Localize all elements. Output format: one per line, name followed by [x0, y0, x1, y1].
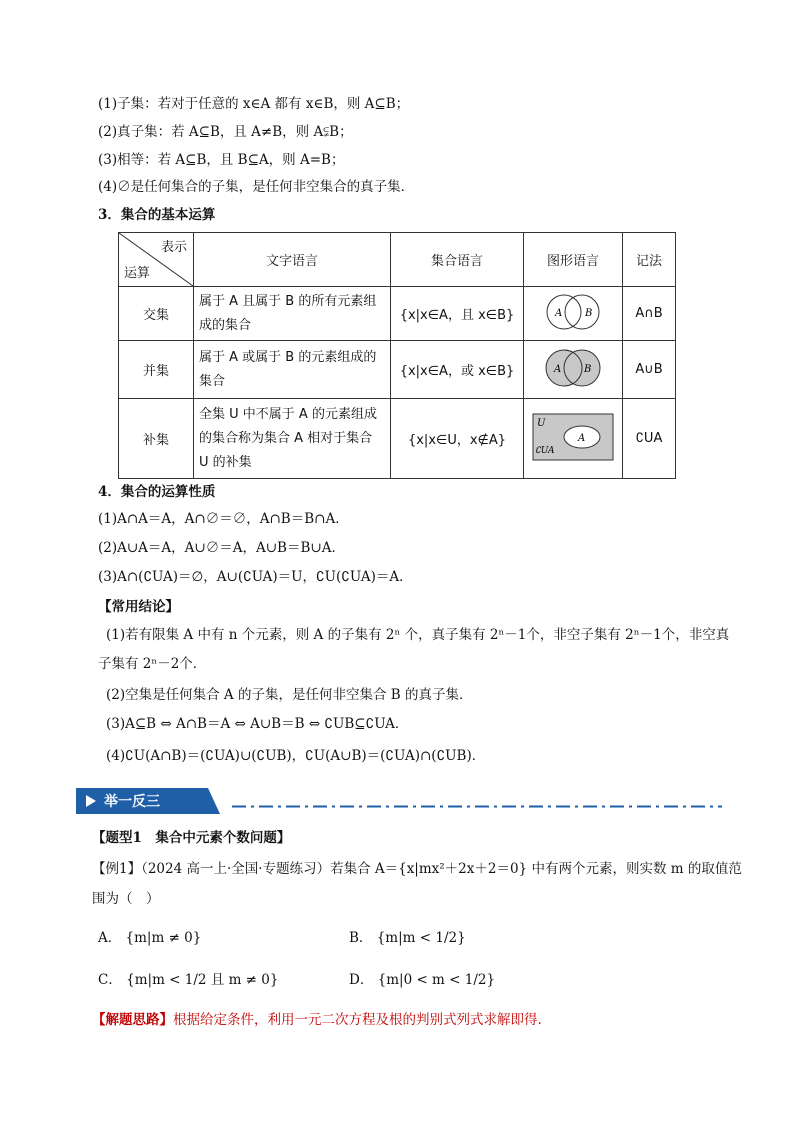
corner-top-label: 表示	[160, 240, 187, 255]
row-text: 属于 A 且属于 B 的所有元素组成的集合	[194, 287, 391, 341]
header-text-language: 文字语言	[194, 233, 391, 287]
row-set: {x|x∈U，x∉A}	[391, 399, 524, 479]
subset-line-3: (3)相等：若 A⊆B，且 B⊆A，则 A=B；	[98, 152, 345, 168]
example-line-1: 【例1】（2024 高一上·全国·专题练习）若集合 A＝{x|mx²＋2x＋2＝0} 中有两个元素，则实数 m 的取值范	[92, 861, 742, 877]
example-line-2: 围为（ ）	[92, 891, 160, 907]
option-b-label: B．	[349, 930, 373, 946]
row-text: 属于 A 或属于 B 的元素组成的集合	[194, 341, 391, 399]
row-text: 全集 U 中不属于 A 的元素组成的集合称为集合 A 相对于集合 U 的补集	[194, 399, 391, 479]
venn-intersection-diagram	[538, 290, 608, 334]
property-line-3: (3)A∩(∁UA)＝∅，A∪(∁UA)＝U，∁U(∁UA)＝A．	[98, 569, 413, 585]
row-name: 并集	[119, 341, 194, 399]
section-4-title: 4．集合的运算性质	[98, 484, 216, 500]
banner-dash-divider	[232, 805, 722, 808]
subset-line-4: (4)∅是任何集合的子集，是任何非空集合的真子集．	[98, 179, 415, 195]
conclusion-1b: 子集有 2ⁿ－2个．	[98, 656, 207, 672]
header-set-language: 集合语言	[391, 233, 524, 287]
solution-tag: 【解题思路】	[92, 1012, 173, 1028]
option-c-label: C．	[98, 972, 122, 988]
header-notation: 记法	[623, 233, 676, 287]
row-name: 交集	[119, 287, 194, 341]
venn-label-a: A	[578, 432, 586, 444]
property-line-1: (1)A∩A＝A，A∩∅＝∅，A∩B＝B∩A．	[98, 511, 349, 527]
corner-cell	[119, 233, 194, 287]
section-banner	[76, 788, 220, 814]
venn-label-complement: ∁UA	[535, 445, 555, 456]
common-conclusions-title: 【常用结论】	[98, 599, 179, 615]
table-row	[119, 287, 676, 341]
corner-bottom-label: 运算	[124, 266, 151, 281]
venn-label-b: B	[585, 307, 593, 319]
row-notation: A∪B	[623, 341, 676, 399]
subset-line-2: (2)真子集：若 A⊆B，且 A≠B，则 A⫋B；	[98, 124, 353, 140]
row-name: 补集	[119, 399, 194, 479]
option-c-value: {m|m < 1/2 且 m ≠ 0}	[126, 972, 279, 988]
conclusion-1a: (1)若有限集 A 中有 n 个元素，则 A 的子集有 2ⁿ 个，真子集有 2ⁿ－1个，非空子集有 2ⁿ－1个，非空真	[106, 627, 730, 643]
solution-text: 根据给定条件，利用一元二次方程及根的判别式列式求解即得.	[173, 1012, 542, 1028]
property-line-2: (2)A∪A＝A，A∪∅＝A，A∪B＝B∪A．	[98, 540, 345, 556]
type-title: 【题型1 集合中元素个数问题】	[92, 830, 291, 846]
table-row	[119, 399, 676, 479]
venn-complement-diagram	[532, 413, 614, 461]
option-a[interactable]	[98, 926, 201, 946]
option-c[interactable]	[98, 968, 278, 988]
set-operations-table	[118, 232, 676, 479]
option-b[interactable]	[349, 926, 466, 946]
venn-complement-cell	[524, 399, 623, 479]
subset-line-1: (1)子集：若对于任意的 x∈A 都有 x∈B，则 A⊆B；	[98, 96, 410, 112]
section-3-title: 3．集合的基本运算	[98, 207, 216, 223]
option-d[interactable]	[349, 968, 495, 988]
row-notation: A∩B	[623, 287, 676, 341]
header-graph-language: 图形语言	[524, 233, 623, 287]
venn-union-diagram	[538, 345, 608, 391]
venn-label-a: A	[554, 363, 562, 375]
venn-label-b: B	[584, 363, 592, 375]
conclusion-3: (3)A⊆B ⇔ A∩B＝A ⇔ A∪B＝B ⇔ ∁UB⊆∁UA．	[106, 716, 409, 732]
venn-intersection-cell	[524, 287, 623, 341]
venn-label-a: A	[555, 307, 563, 319]
conclusion-2: (2)空集是任何集合 A 的子集，是任何非空集合 B 的真子集．	[106, 687, 473, 703]
solution-line	[92, 1010, 542, 1030]
row-set: {x|x∈A，且 x∈B}	[391, 287, 524, 341]
table-row	[119, 341, 676, 399]
row-set: {x|x∈A，或 x∈B}	[391, 341, 524, 399]
conclusion-4: (4)∁U(A∩B)＝(∁UA)∪(∁UB)，∁U(A∪B)＝(∁UA)∩(∁UB)．	[106, 748, 486, 764]
option-a-value: {m|m ≠ 0}	[125, 930, 202, 946]
option-a-label: A．	[98, 930, 122, 946]
venn-union-cell	[524, 341, 623, 399]
option-d-value: {m|0 < m < 1/2}	[377, 972, 496, 988]
banner-label: 举一反三	[104, 794, 160, 810]
row-notation: ∁UA	[623, 399, 676, 479]
venn-label-u: U	[537, 417, 546, 429]
option-d-label: D．	[349, 972, 374, 988]
option-b-value: {m|m < 1/2}	[376, 930, 466, 946]
